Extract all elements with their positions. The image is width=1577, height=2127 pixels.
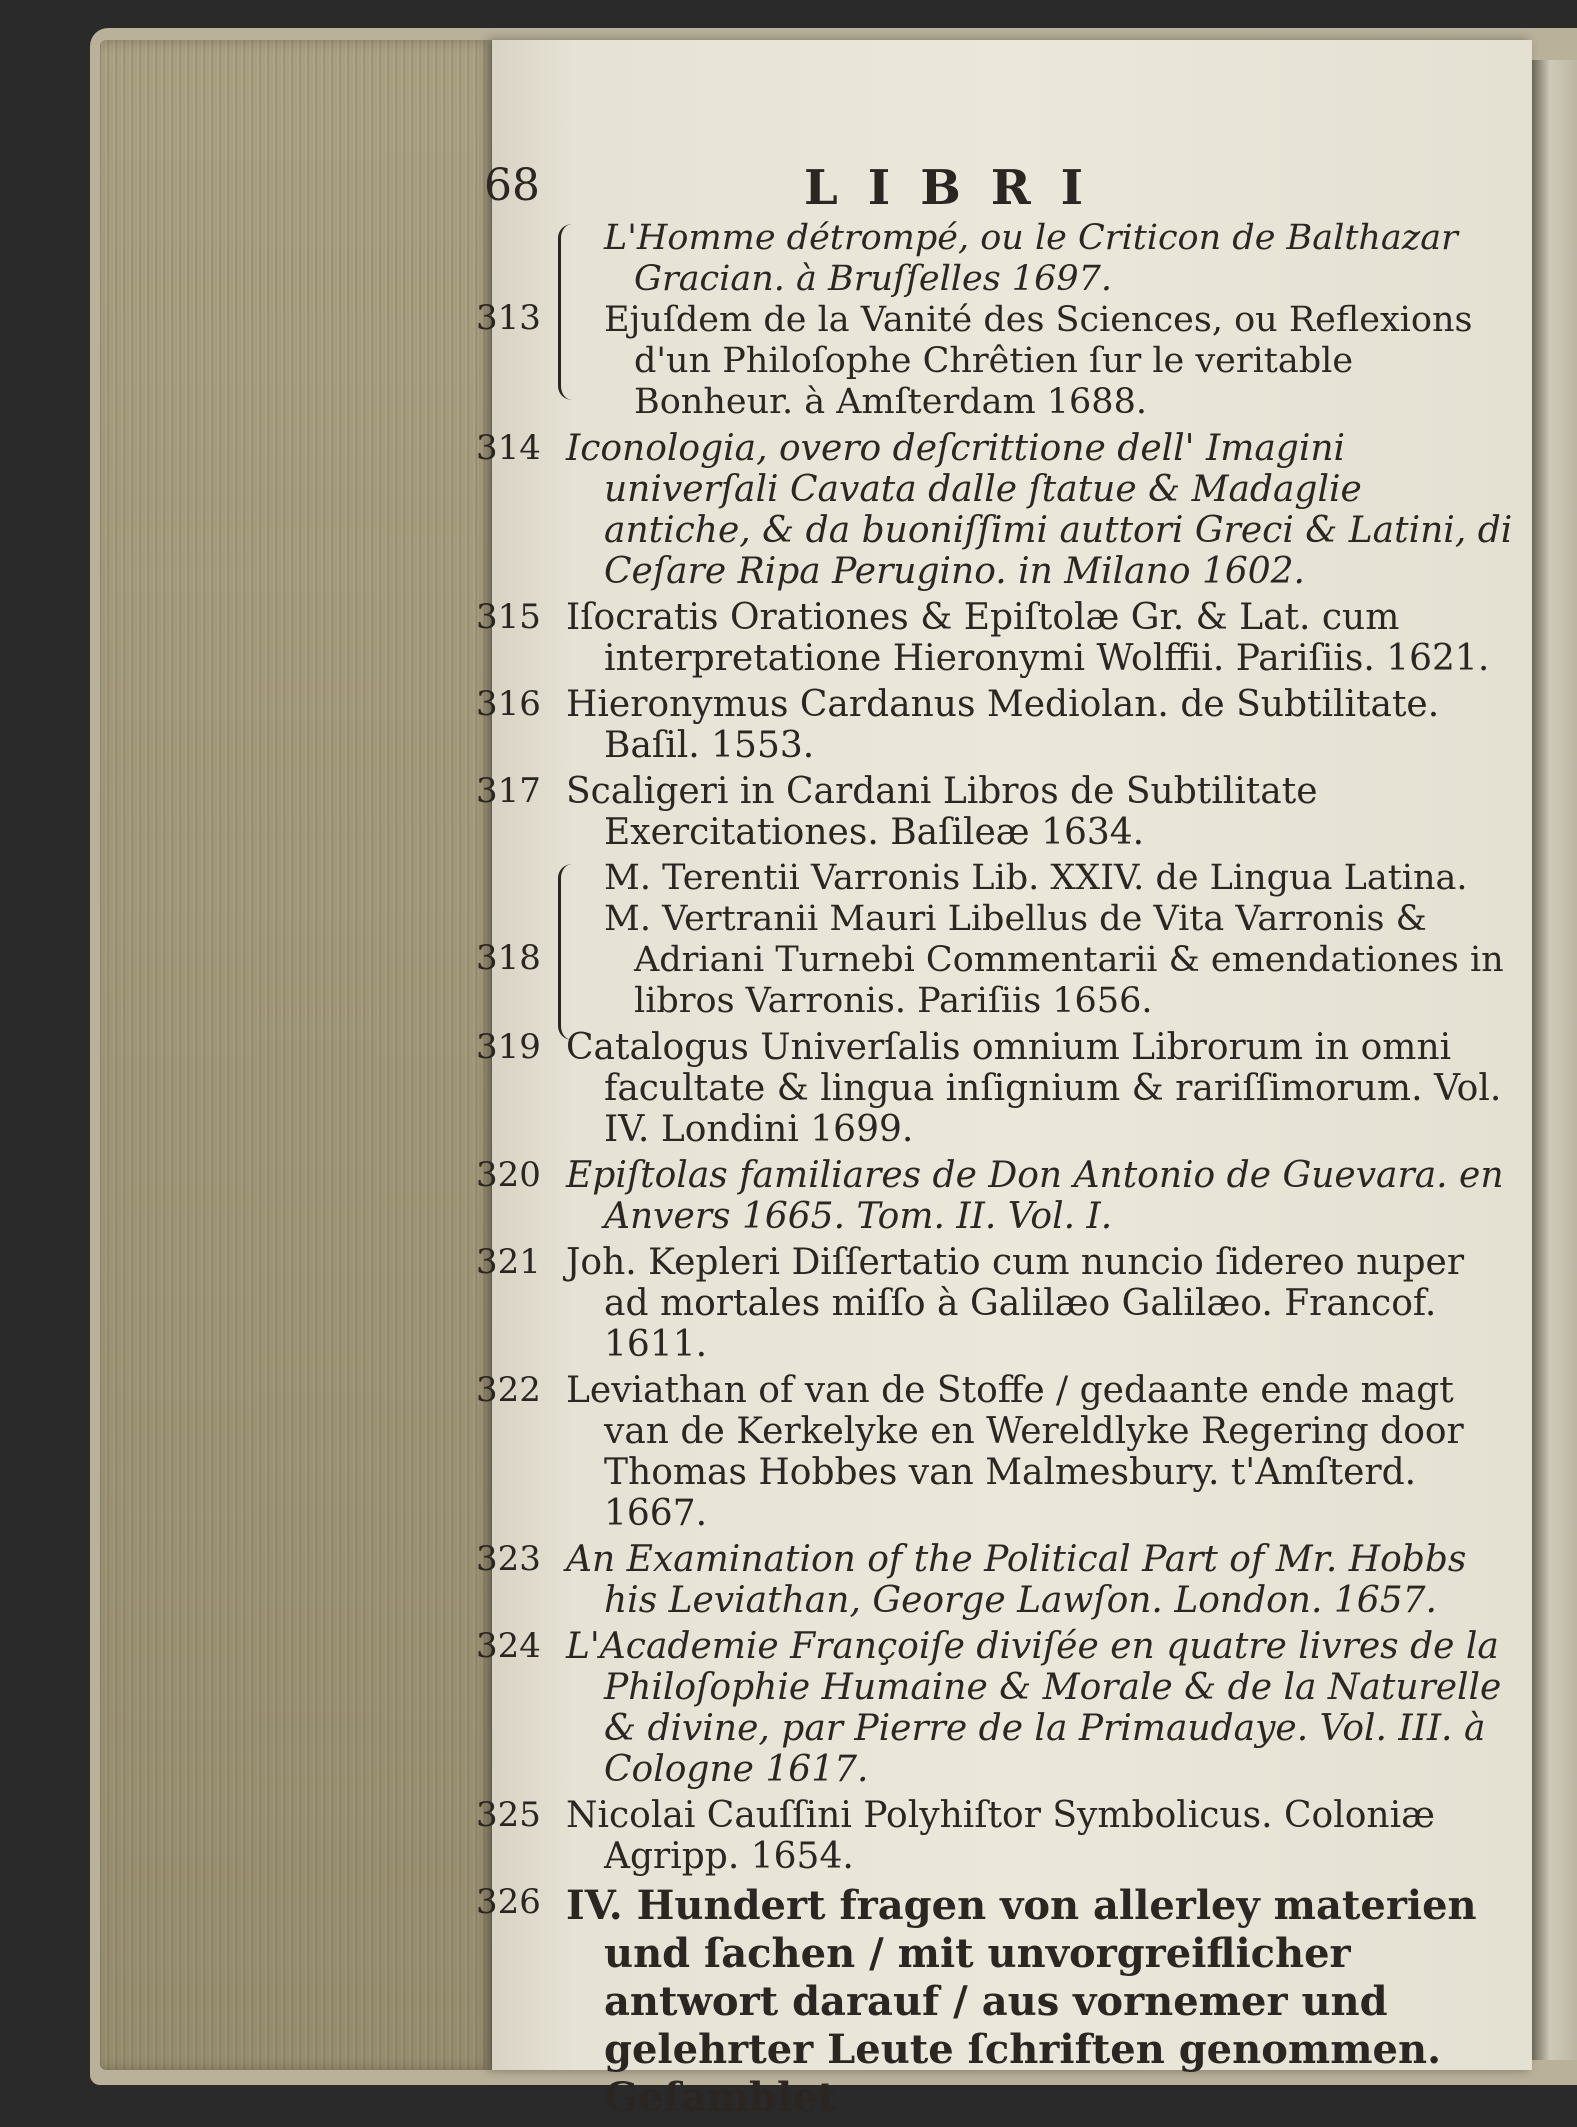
entry-part: Ejuſdem de la Vanité des Sciences, ou Reflexions d'un Philoſophe Chrêtien ſur le veritable Bonheur. à Amſterdam 1688. [604,300,1473,422]
catalog-entry-324 [476,1626,1516,1790]
entry-number: 318 [476,938,541,978]
entry-text: An Examination of the Political Part of Mr. Hobbs his Leviathan, George Lawſon. London. 1657. [566,1539,1467,1621]
entry-text: Hieronymus Cardanus Mediolan. de Subtilitate. Baſil. 1553. [566,684,1440,766]
catalog-entry-326 [476,1882,1516,2122]
page-edges [100,40,500,2070]
catalog-entry-313 [476,218,1516,423]
entry-text: L'Academie Françoiſe diviſée en quatre livres de la Philoſophie Humaine & Morale & de la Naturelle & divine, par Pierre de la Primaudaye. Vol. III. à Cologne 1617. [566,1626,1502,1790]
entry-number: 313 [476,298,541,338]
entry-text: Joh. Kepleri Diſſertatio cum nuncio ſidereo nuper ad mortales miſſo à Galilæo Galilæo. Francof. 1611. [566,1242,1465,1365]
entry-number: 322 [476,1370,541,1410]
entry-number: 319 [476,1027,541,1067]
catalog-entry-320 [476,1155,1516,1237]
catalog-entry-319 [476,1027,1516,1150]
brace-mark [558,864,581,1040]
entry-number: 317 [476,771,541,811]
entry-text: Iconologia, overo deſcrittione dell' Imagini univerſali Cavata dalle ſtatue & Madaglie antiche, & da buoniſſimi auttori Greci & Latini, di Ceſare Ripa Perugino. in Milano 1602. [566,428,1513,592]
entry-text: Epiſtolas familiares de Don Antonio de Guevara. en Anvers 1665. Tom. II. Vol. I. [566,1155,1504,1237]
entry-part: L'Homme détrompé, ou le Criticon de Balthazar Gracian. à Bruſſelles 1697. [604,218,1458,299]
entry-part: M. Vertranii Mauri Libellus de Vita Varronis & Adriani Turnebi Commentarii & emendationes in libros Varronis. Pariſiis 1656. [604,899,1504,1021]
catalog-entry-317 [476,771,1516,853]
entry-text: Scaligeri in Cardani Libros de Subtilitate Exercitationes. Baſileæ 1634. [566,771,1318,853]
entry-text: IV. Hundert fragen von allerley materien und ſachen / mit unvorgreiflicher antwort darauf / aus vornemer und gelehrter Leute ſchriften genommen. Geſamblet [566,1882,1477,2121]
catalog-entry-321 [476,1242,1516,1365]
catalog-entry-325 [476,1795,1516,1877]
entry-number: 320 [476,1155,541,1195]
entry-number: 315 [476,597,541,637]
next-page-edge [1532,60,1577,2060]
catalog-entry-314 [476,428,1516,592]
catalog-entry-322 [476,1370,1516,1534]
entry-part: M. Terentii Varronis Lib. XXIV. de Lingua Latina. [604,858,1468,898]
entry-text: Iſocratis Orationes & Epiſtolæ Gr. & Lat. cum interpretatione Hieronymi Wolffii. Pariſiis. 1621. [566,597,1490,679]
entry-number: 314 [476,428,541,468]
catalog-entry-318 [476,858,1516,1022]
catalog-entry-316 [476,684,1516,766]
entry-number: 325 [476,1795,541,1835]
entry-text: Leviathan of van de Stoffe / gedaante ende magt van de Kerkelyke en Wereldlyke Regering door Thomas Hobbes van Malmesbury. t'Amſterd. 1667. [566,1370,1464,1534]
catalog-entry-315 [476,597,1516,679]
running-title: LIBRI [804,160,1114,216]
entry-number: 324 [476,1626,541,1666]
entry-number: 316 [476,684,541,724]
brace-mark [558,224,581,400]
entry-text: Nicolai Cauſſini Polyhiſtor Symbolicus. Coloniæ Agripp. 1654. [566,1795,1435,1877]
catalog-entries [476,218,1516,2127]
entry-number: 321 [476,1242,541,1282]
entry-text: Catalogus Univerſalis omnium Librorum in omni facultate & lingua inſignium & rariſſimorum. Vol. IV. Londini 1699. [566,1027,1502,1150]
entry-number: 323 [476,1539,541,1579]
page-number: 68 [484,160,540,211]
catalog-entry-323 [476,1539,1516,1621]
entry-number: 326 [476,1882,541,1922]
